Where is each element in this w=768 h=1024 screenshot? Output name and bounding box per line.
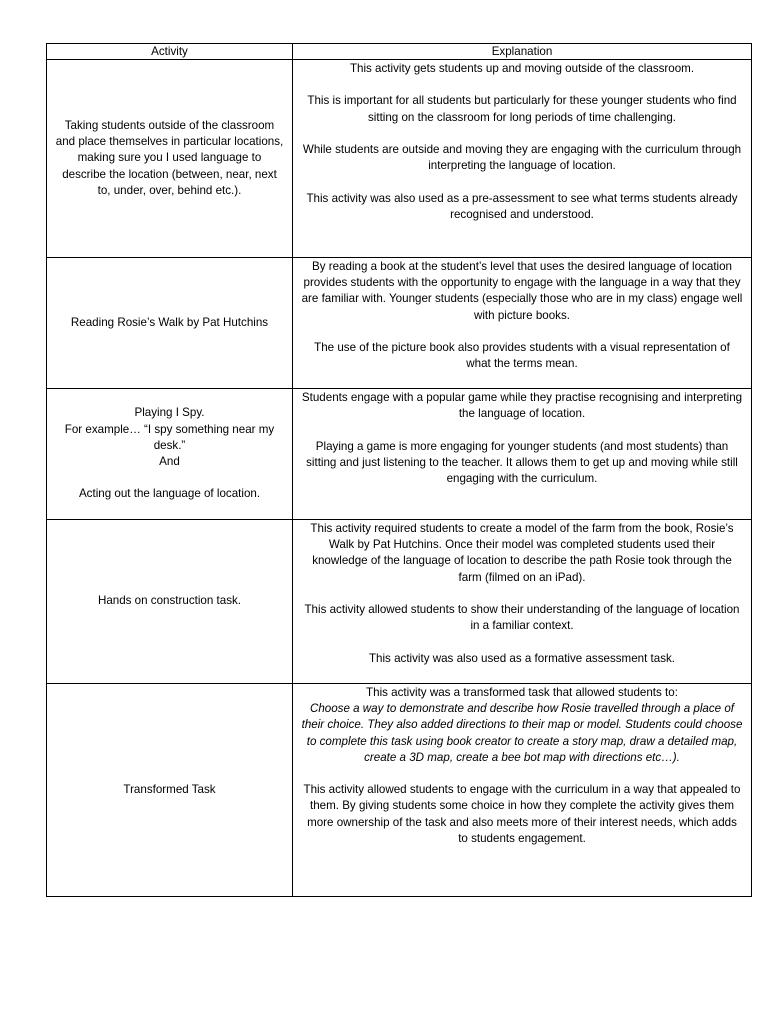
explanation-cell	[293, 258, 752, 389]
explanation-paragraph: This activity allowed students to engage with the curriculum in a way that appealed to them. By giving students some choice in how they complete the activity gives them more ownership of the task and also meets more of their interest needs, which adds to students engagement.	[303, 783, 741, 845]
activity-text: Reading Rosie’s Walk by Pat Hutchins	[70, 315, 269, 329]
explanation-paragraph-italic: Choose a way to demonstrate and describe how Rosie travelled through a place of their choice. They also added directions to their map or model. Students could choose to complete this task using book creator to create a story map, draw a detailed map, create a 3D map, create a bee bot map with directions etc…).	[301, 702, 743, 764]
activity-text: Taking students outside of the classroom and place themselves in particular locations, making sure you I used language to describe the location (between, near, next to, under, over, behind etc.).	[55, 118, 284, 197]
activity-text: Playing I Spy.	[134, 406, 205, 420]
explanation-paragraph: By reading a book at the student’s level that uses the desired language of location provides students with the opportunity to engage with the language in a way that they are familiar with. Younger students (especially those who are in my class) engage well with picture books.	[301, 260, 743, 322]
activity-table	[46, 43, 752, 897]
explanation-paragraph: This activity allowed students to show their understanding of the language of location in a familiar context.	[304, 603, 740, 633]
activity-cell	[47, 520, 293, 684]
explanation-paragraph: While students are outside and moving they are engaging with the curriculum through interpreting the language of location.	[302, 142, 742, 173]
header-explanation: Explanation	[293, 44, 752, 60]
explanation-cell	[293, 520, 752, 684]
activity-text: Transformed Task	[123, 782, 216, 796]
activity-cell	[47, 60, 293, 258]
explanation-paragraph: Students engage with a popular game while they practise recognising and interpreting the language of location.	[301, 391, 743, 421]
explanation-paragraph: This activity required students to create a model of the farm from the book, Rosie’s Walk by Pat Hutchins. Once their model was completed students used their knowledge of the language of location to describe the path Rosie took through the farm (filmed on an iPad).	[310, 522, 734, 584]
activity-text: And	[159, 455, 180, 468]
explanation-paragraph: This activity was also used as a formative assessment task.	[368, 651, 676, 665]
explanation-paragraph: This is important for all students but particularly for these younger students who find sitting on the classroom for long periods of time challenging.	[307, 94, 737, 124]
explanation-paragraph: This activity gets students up and moving outside of the classroom.	[349, 62, 695, 75]
explanation-paragraph: Playing a game is more engaging for younger students (and most students) than sitting and just listening to the teacher. It allows them to get up and moving while still engaging with the curriculum.	[306, 439, 738, 485]
activity-text: For example… “I spy something near my desk.”	[64, 422, 275, 452]
header-activity: Activity	[47, 44, 293, 60]
explanation-cell	[293, 389, 752, 520]
table-row	[47, 389, 752, 520]
activity-text: Hands on construction task.	[97, 594, 242, 608]
header-row	[47, 44, 752, 60]
activity-cell	[47, 258, 293, 389]
explanation-paragraph: This activity was a transformed task that allowed students to:	[366, 686, 678, 699]
explanation-cell	[293, 60, 752, 258]
explanation-paragraph: The use of the picture book also provides students with a visual representation of what the terms mean.	[314, 341, 730, 371]
explanation-cell	[293, 684, 752, 897]
activity-cell	[47, 684, 293, 897]
activity-cell	[47, 389, 293, 520]
table-row	[47, 60, 752, 258]
explanation-paragraph: This activity was also used as a pre-assessment to see what terms students already recognised and understood.	[306, 191, 738, 221]
table-row	[47, 684, 752, 897]
table-row	[47, 520, 752, 684]
table-row	[47, 258, 752, 389]
activity-text: Acting out the language of location.	[78, 487, 261, 501]
